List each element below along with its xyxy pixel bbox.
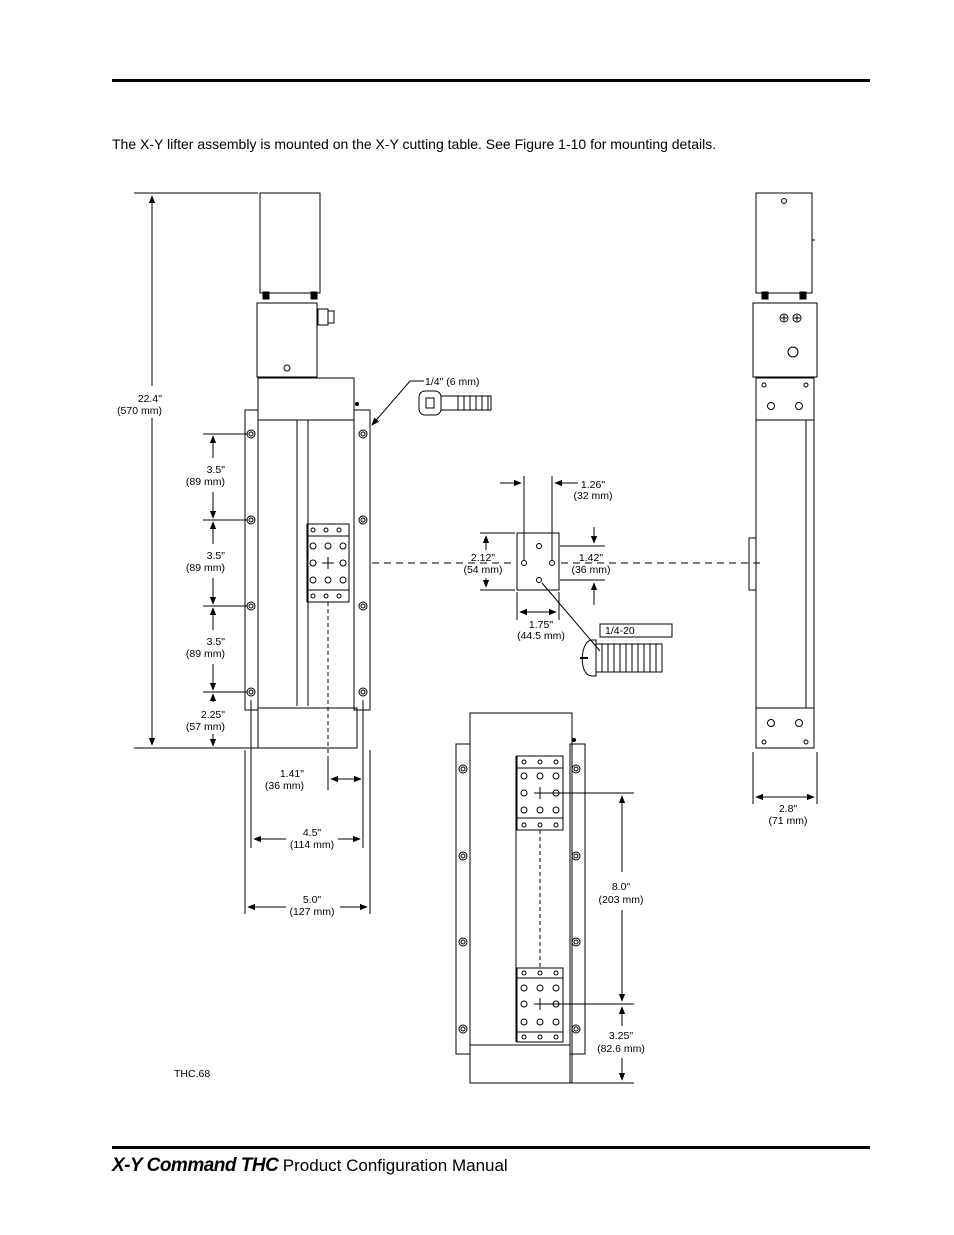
footer xyxy=(112,1155,508,1177)
overall-height-mm-label: (570 mm) xyxy=(117,405,162,417)
screw-size-label: 1/4" (6 mm) xyxy=(425,376,480,388)
block-spacing-mm-label: (203 mm) xyxy=(598,894,644,906)
figure-id-label: THC.68 xyxy=(174,1068,211,1080)
hole-width-mm-label: (114 mm) xyxy=(289,839,335,851)
bottom-offset-mm-label: (57 mm) xyxy=(185,721,225,733)
block-bottom-label: 3.25" xyxy=(608,1030,634,1042)
hole-spacing-2-label: 3.5" xyxy=(206,550,225,562)
overall-width-mm-label: (127 mm) xyxy=(289,906,335,918)
mounting-block-labels xyxy=(463,479,612,642)
bottom-rule xyxy=(112,1146,870,1149)
front-view xyxy=(245,193,370,790)
block-bottom-mm-label: (82.6 mm) xyxy=(597,1043,645,1055)
hole-spacing-1-mm-label: (89 mm) xyxy=(185,476,225,488)
block-width-label: 1.75" xyxy=(528,619,554,631)
side-depth-label: 2.8" xyxy=(778,803,798,815)
hole-width-label: 4.5" xyxy=(302,827,322,839)
block-y-spacing-mm-label: (36 mm) xyxy=(571,564,611,576)
rail-offset-label: 1.41" xyxy=(279,768,304,780)
hole-spacing-3-mm-label: (89 mm) xyxy=(185,648,225,660)
footer-title: Product Configuration Manual xyxy=(282,1156,508,1175)
front-view-dimension-labels xyxy=(117,393,334,1080)
hole-spacing-2-mm-label: (89 mm) xyxy=(185,562,225,574)
block-height-label: 2.12" xyxy=(470,552,496,564)
overall-width-label: 5.0" xyxy=(302,894,322,906)
footer-brand: X-Y Command THC xyxy=(112,1155,279,1176)
overall-height-label: 22.4" xyxy=(137,393,162,405)
side-view-labels xyxy=(768,803,807,827)
block-y-spacing-label: 1.42" xyxy=(578,552,604,564)
rail-offset-mm-label: (36 mm) xyxy=(264,780,304,792)
block-width-mm-label: (44.5 mm) xyxy=(517,630,565,642)
bottom-offset-label: 2.25" xyxy=(200,709,225,721)
block-spacing-label: 8.0" xyxy=(611,881,631,893)
hole-spacing-3-label: 3.5" xyxy=(206,636,225,648)
bolt-thread-label: 1/4-20 xyxy=(605,625,635,637)
front-view-dimensions xyxy=(134,193,370,914)
intro-text: The X-Y lifter assembly is mounted on the X-Y cutting table. See Figure 1-10 for mounting details. xyxy=(112,136,717,152)
carriage-detail-labels xyxy=(597,881,645,1055)
side-depth-mm-label: (71 mm) xyxy=(768,815,808,827)
mounting-block-detail xyxy=(372,476,765,651)
block-x-spacing-mm-label: (32 mm) xyxy=(573,490,613,502)
hole-spacing-1-label: 3.5" xyxy=(206,464,225,476)
block-x-spacing-label: 1.26" xyxy=(580,479,606,491)
block-height-mm-label: (54 mm) xyxy=(463,564,503,576)
side-view xyxy=(749,193,817,804)
